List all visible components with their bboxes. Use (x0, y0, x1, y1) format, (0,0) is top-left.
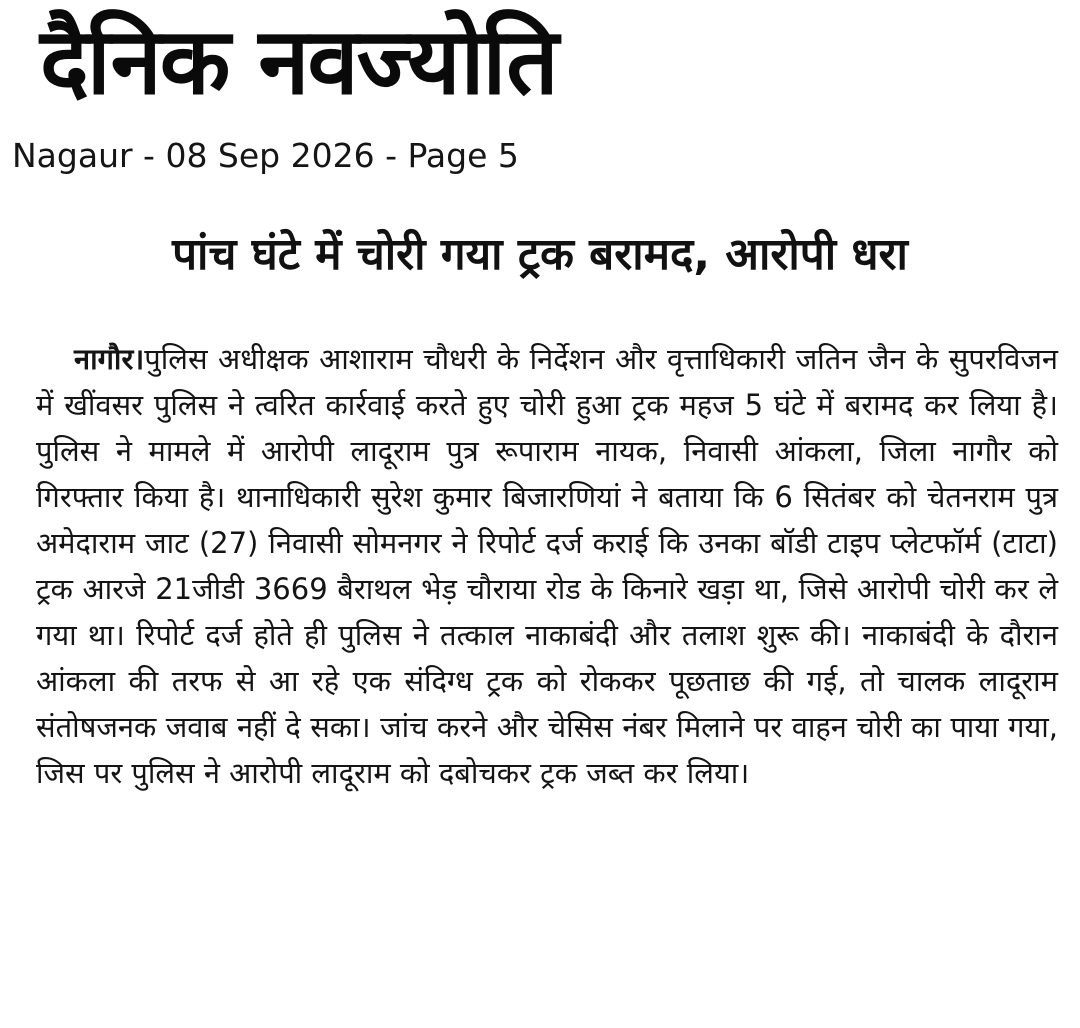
edition-info: Nagaur - 08 Sep 2026 - Page 5 (12, 136, 519, 175)
article-headline: पांच घंटे में चोरी गया ट्रक बरामद, आरोपी धरा (172, 229, 908, 280)
article-body-text: पुलिस अधीक्षक आशाराम चौधरी के निर्देशन और वृत्ताधिकारी जतिन जैन के सुपरविजन में खींवसर पुलिस ने त्वरित कार्रवाई करते हुए चोरी हुआ ट्रक महज 5 घंटे में बरामद कर लिया है। पुलिस ने मामले में आरोपी लादूराम पुत्र रूपाराम नायक, निवासी आंकला, जिला नागौर को गिरफ्तार किया है। थानाधिकारी सुरेश कुमार बिजारणियां ने बताया कि 6 सितंबर को चेतनराम पुत्र अमेदाराम जाट (27) निवासी सोमनगर ने रिपोर्ट दर्ज कराई कि उनका बॉडी टाइप प्लेटफॉर्म (टाटा) ट्रक आरजे 21जीडी 3669 बैराथल भेड़ चौराया रोड के किनारे खड़ा था, जिसे आरोपी चोरी कर ले गया था। रिपोर्ट दर्ज होते ही पुलिस ने तत्काल नाकाबंदी और तलाश शुरू की। नाकाबंदी के दौरान आंकला की तरफ से आ रहे एक संदिग्ध ट्रक को रोककर पूछताछ की गई, तो चालक लादूराम संतोषजनक जवाब नहीं दे सका। जांच करने और चेसिस नंबर मिलाने पर वाहन चोरी का पाया गया, जिस पर पुलिस ने आरोपी लादूराम को दबोचकर ट्रक जब्त कर लिया। (36, 342, 1058, 790)
newspaper-masthead: दैनिक नवज्योति (40, 8, 557, 115)
article-body (36, 336, 1058, 796)
article-dateline: नागौर। (74, 342, 145, 376)
